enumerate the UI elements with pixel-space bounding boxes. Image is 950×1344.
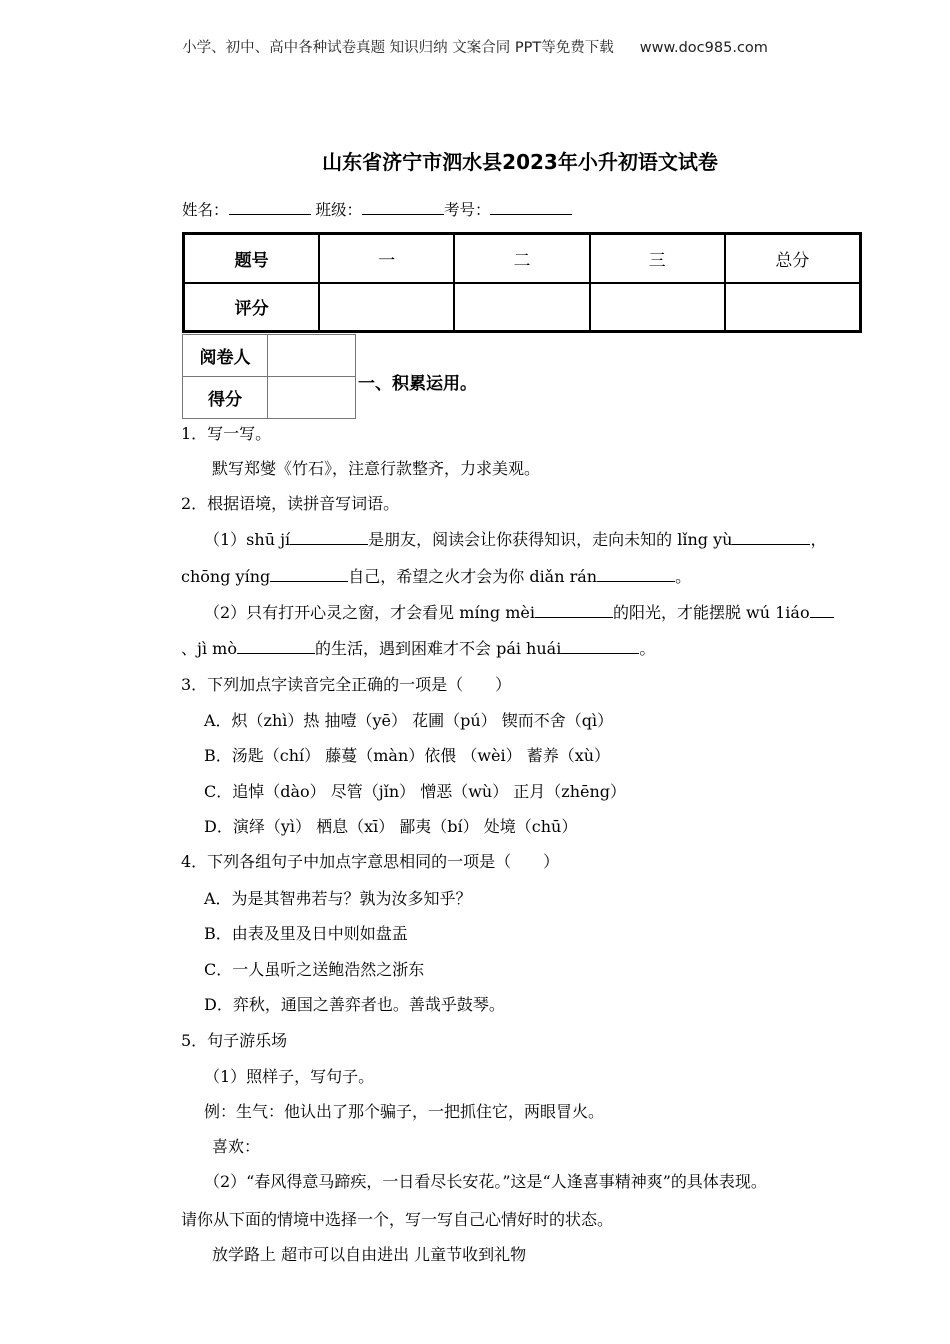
score-header-cell: 题号 <box>184 234 319 283</box>
answer-blank[interactable] <box>732 529 810 545</box>
reviewer-label: 阅卷人 <box>183 335 268 377</box>
q2-stem: 2．根据语境，读拼音写词语。 <box>181 494 400 513</box>
class-blank[interactable] <box>362 199 444 215</box>
answer-blank[interactable] <box>810 602 834 618</box>
name-label: 姓名： <box>182 201 229 219</box>
q2-line-4 <box>181 638 655 660</box>
q5-part-2: （2）“春风得意马蹄疾，一日看尽长安花。”这是“人逢喜事精神爽”的具体表现。 <box>204 1172 767 1191</box>
id-blank[interactable] <box>490 199 572 215</box>
score-value-row <box>184 283 860 332</box>
reviewer-cell[interactable] <box>268 335 356 377</box>
q1-body: 默写郑燮《竹石》，注意行款整齐，力求美观。 <box>212 459 541 478</box>
q5-fill-label: 喜欢： <box>212 1137 261 1156</box>
q3-stem: 3．下列加点字读音完全正确的一项是（ ） <box>181 675 512 694</box>
q3-option-d[interactable]: D．演绎（yì） 栖息（xī） 鄙夷（bí） 处境（chū） <box>204 817 578 836</box>
score-cell[interactable] <box>590 283 725 332</box>
q5-example: 例：生气：他认出了那个骗子，一把抓住它，两眼冒火。 <box>204 1102 605 1121</box>
header-text: 小学、初中、高中各种试卷真题 知识归纳 文案合同 PPT等免费下载 <box>182 40 614 56</box>
q5-part-1: （1）照样子，写句子。 <box>204 1067 375 1086</box>
answer-blank[interactable] <box>561 638 639 654</box>
section-heading: 一、积累运用。 <box>358 374 477 394</box>
q2-text: （2）只有打开心灵之窗，才会看见 míng mèi <box>204 603 535 622</box>
header-site[interactable]: www.doc985.com <box>639 40 768 56</box>
q3-option-b[interactable]: B．汤匙（chí） 藤蔓（màn）依偎 （wèi） 蓄养（xù） <box>204 746 611 765</box>
q5-part-2-cont: 请你从下面的情境中选择一个，写一写自己心情好时的状态。 <box>181 1210 614 1229</box>
q3-option-a[interactable]: A．炽（zhì）热 抽噎（yē） 花圃（pú） 锲而不舍（qì） <box>204 711 614 730</box>
name-blank[interactable] <box>229 199 311 215</box>
answer-blank[interactable] <box>290 529 368 545</box>
answer-blank[interactable] <box>535 602 613 618</box>
q2-text: 。 <box>675 567 692 586</box>
score-row-label: 评分 <box>184 283 319 332</box>
score-header-cell: 总分 <box>725 234 860 283</box>
q1-stem: 1．写一写。 <box>181 424 272 443</box>
q2-line-1 <box>204 529 827 551</box>
q4-option-c[interactable]: C．一人虽听之送鲍浩然之浙东 <box>204 960 425 979</box>
score-cell[interactable] <box>725 283 860 332</box>
q2-text: （1）shū jí <box>204 530 291 549</box>
grader-row <box>183 377 356 419</box>
q2-line-3 <box>204 602 834 624</box>
q4-option-a[interactable]: A．为是其智弗若与？孰为汝多知乎？ <box>204 889 472 908</box>
q4-option-d[interactable]: D．弈秋，通国之善弈者也。善哉乎鼓琴。 <box>204 995 505 1014</box>
exam-title: 山东省济宁市泗水县2023年小升初语文试卷 <box>322 150 718 174</box>
grader-table <box>182 334 356 419</box>
grader-score-cell[interactable] <box>268 377 356 419</box>
grader-row <box>183 335 356 377</box>
score-cell[interactable] <box>319 283 454 332</box>
q2-text: ， <box>810 530 827 549</box>
page-header <box>0 36 950 57</box>
q2-text: 。 <box>639 639 656 658</box>
q3-option-c[interactable]: C．追悼（dào） 尽管（jǐn） 憎恶（wù） 正月（zhēng） <box>204 782 627 801</box>
q5-choices: 放学路上 超市可以自由进出 儿童节收到礼物 <box>212 1245 527 1264</box>
score-table <box>182 232 862 333</box>
score-header-cell: 三 <box>590 234 725 283</box>
q2-line-2 <box>181 566 691 588</box>
answer-blank[interactable] <box>597 566 675 582</box>
answer-blank[interactable] <box>270 566 348 582</box>
score-cell[interactable] <box>454 283 589 332</box>
q4-option-b[interactable]: B．由表及里及日中则如盘盂 <box>204 924 408 943</box>
q2-text: 是朋友，阅读会让你获得知识，走向未知的 lǐng yù <box>368 530 733 549</box>
grader-score-label: 得分 <box>183 377 268 419</box>
q4-stem: 4．下列各组句子中加点字意思相同的一项是（ ） <box>181 852 560 871</box>
q2-text: 的阳光，才能摆脱 wú 1iáo <box>612 603 810 622</box>
q2-text: chōng yíng <box>181 567 271 586</box>
score-header-cell: 二 <box>454 234 589 283</box>
answer-blank[interactable] <box>237 638 315 654</box>
q2-text: 自己，希望之火才会为你 diǎn rán <box>348 567 598 586</box>
id-label: 考号： <box>443 201 491 219</box>
score-header-cell: 一 <box>319 234 454 283</box>
q2-text: 的生活，遇到困难才不会 pái huái <box>314 639 562 658</box>
q5-stem: 5．句子游乐场 <box>181 1031 288 1050</box>
student-info <box>182 198 572 220</box>
q2-text: 、jì mò <box>181 639 237 658</box>
score-header-row <box>184 234 860 283</box>
class-label: 班级： <box>315 201 362 219</box>
